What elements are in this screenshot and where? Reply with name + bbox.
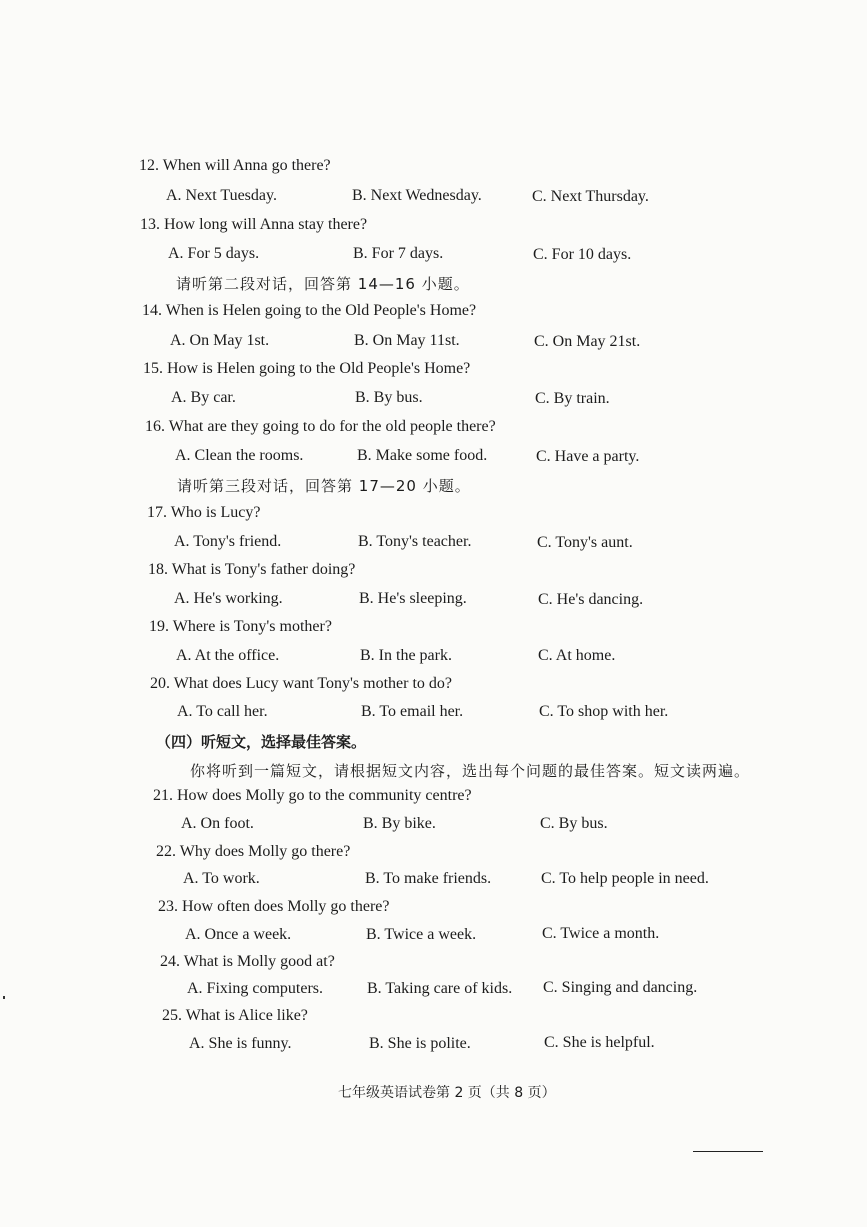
- question-15-option-b: B. By bus.: [355, 389, 423, 406]
- question-13-stem: 13. How long will Anna stay there?: [140, 216, 368, 233]
- dialogue-2-instruction: 请听第二段对话，回答第 14—16 小题。: [176, 275, 470, 293]
- question-23-option-a: A. Once a week.: [185, 926, 292, 943]
- question-16-option-c: C. Have a party.: [536, 448, 640, 465]
- question-20-option-a: A. To call her.: [177, 703, 268, 720]
- question-22-option-b: B. To make friends.: [365, 870, 492, 887]
- question-19-stem: 19. Where is Tony's mother?: [149, 618, 332, 635]
- question-17-option-a: A. Tony's friend.: [174, 533, 282, 550]
- question-15-stem: 15. How is Helen going to the Old People's Home?: [143, 360, 471, 377]
- question-20-option-c: C. To shop with her.: [539, 703, 669, 720]
- question-16-option-b: B. Make some food.: [357, 447, 488, 464]
- scan-mark-dot: [3, 996, 5, 999]
- question-14-option-a: A. On May 1st.: [170, 332, 270, 349]
- question-25-option-b: B. She is polite.: [369, 1035, 471, 1052]
- question-24-option-c: C. Singing and dancing.: [543, 979, 698, 996]
- dialogue-3-instruction: 请听第三段对话，回答第 17—20 小题。: [177, 477, 471, 495]
- question-23-stem: 23. How often does Molly go there?: [158, 898, 390, 915]
- question-14-option-c: C. On May 21st.: [534, 333, 641, 350]
- scan-mark-line: [693, 1151, 763, 1152]
- question-25-stem: 25. What is Alice like?: [162, 1007, 308, 1024]
- question-23-option-c: C. Twice a month.: [542, 925, 660, 942]
- question-19-option-a: A. At the office.: [176, 647, 280, 664]
- question-24-option-a: A. Fixing computers.: [187, 980, 323, 997]
- question-14-option-b: B. On May 11st.: [354, 332, 460, 349]
- question-15-option-a: A. By car.: [171, 389, 236, 406]
- question-18-option-a: A. He's working.: [174, 590, 283, 607]
- question-17-option-c: C. Tony's aunt.: [537, 534, 633, 551]
- question-18-stem: 18. What is Tony's father doing?: [148, 561, 356, 578]
- section-4-instruction: 你将听到一篇短文，请根据短文内容，选出每个问题的最佳答案。短文读两遍。: [190, 762, 751, 780]
- question-13-option-c: C. For 10 days.: [533, 246, 632, 263]
- question-22-option-a: A. To work.: [183, 870, 260, 887]
- question-22-stem: 22. Why does Molly go there?: [156, 843, 351, 860]
- question-14-stem: 14. When is Helen going to the Old People's Home?: [142, 302, 477, 319]
- question-12-option-c: C. Next Thursday.: [532, 188, 649, 205]
- question-19-option-c: C. At home.: [538, 647, 616, 664]
- question-21-stem: 21. How does Molly go to the community centre?: [153, 787, 472, 804]
- question-24-stem: 24. What is Molly good at?: [160, 953, 335, 970]
- question-12-option-b: B. Next Wednesday.: [352, 187, 482, 204]
- question-25-option-a: A. She is funny.: [189, 1035, 292, 1052]
- question-12-stem: 12. When will Anna go there?: [139, 157, 331, 174]
- question-16-stem: 16. What are they going to do for the old people there?: [145, 418, 496, 435]
- question-18-option-c: C. He's dancing.: [538, 591, 644, 608]
- question-18-option-b: B. He's sleeping.: [359, 590, 467, 607]
- question-25-option-c: C. She is helpful.: [544, 1034, 655, 1051]
- question-20-option-b: B. To email her.: [361, 703, 464, 720]
- question-19-option-b: B. In the park.: [360, 647, 452, 664]
- question-24-option-b: B. Taking care of kids.: [367, 980, 513, 997]
- page-footer: 七年级英语试卷第 2 页（共 8 页）: [338, 1085, 556, 1101]
- question-21-option-c: C. By bus.: [540, 815, 608, 832]
- question-17-stem: 17. Who is Lucy?: [147, 504, 261, 521]
- question-16-option-a: A. Clean the rooms.: [175, 447, 304, 464]
- question-13-option-a: A. For 5 days.: [168, 245, 260, 262]
- question-13-option-b: B. For 7 days.: [353, 245, 444, 262]
- question-23-option-b: B. Twice a week.: [366, 926, 477, 943]
- question-21-option-a: A. On foot.: [181, 815, 254, 832]
- question-20-stem: 20. What does Lucy want Tony's mother to do?: [150, 675, 453, 692]
- question-21-option-b: B. By bike.: [363, 815, 436, 832]
- question-12-option-a: A. Next Tuesday.: [166, 187, 277, 204]
- question-22-option-c: C. To help people in need.: [541, 870, 709, 887]
- question-17-option-b: B. Tony's teacher.: [358, 533, 472, 550]
- section-4-title: （四）听短文，选择最佳答案。: [156, 733, 367, 751]
- question-15-option-c: C. By train.: [535, 390, 610, 407]
